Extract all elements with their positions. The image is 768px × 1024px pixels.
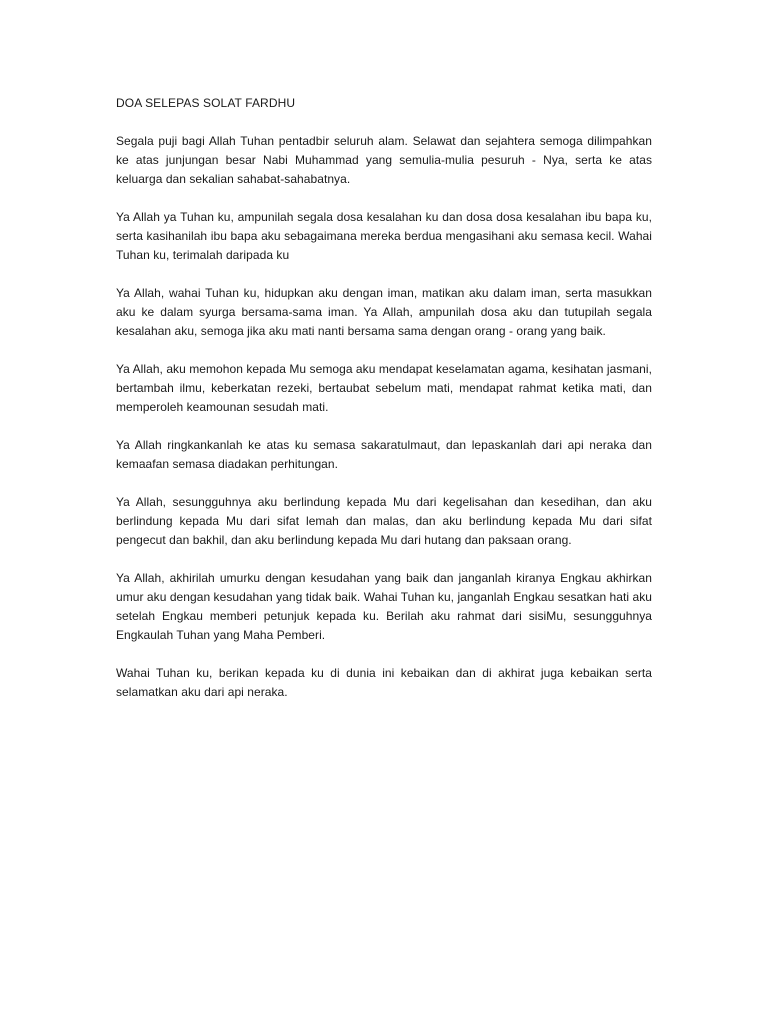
paragraph-4: Ya Allah, aku memohon kepada Mu semoga aku mendapat keselamatan agama, kesihatan jasmani, bertambah ilmu, keberkatan rezeki, bertaubat sebelum mati, mendapat rahmat ketika mati, dan memperoleh keamounan sesudah mati. <box>116 362 652 414</box>
paragraph-3: Ya Allah, wahai Tuhan ku, hidupkan aku dengan iman, matikan aku dalam iman, serta masukkan aku ke dalam syurga bersama-sama iman. Ya Allah, ampunilah dosa aku dan tutupilah segala kesalahan aku, semoga jika aku mati nanti bersama sama dengan orang - orang yang baik. <box>116 286 652 338</box>
document-title: DOA SELEPAS SOLAT FARDHU <box>116 96 296 110</box>
paragraph-7: Ya Allah, akhirilah umurku dengan kesudahan yang baik dan janganlah kiranya Engkau akhirkan umur aku dengan kesudahan yang tidak baik. Wahai Tuhan ku, janganlah Engkau sesatkan hati aku setelah Engkau memberi petunjuk kepada ku. Berilah aku rahmat dari sisiMu, sesungguhnya Engkaulah Tuhan yang Maha Pemberi. <box>116 571 652 642</box>
document-body <box>116 94 652 721</box>
paragraph-1: Segala puji bagi Allah Tuhan pentadbir seluruh alam. Selawat dan sejahtera semoga dilimpahkan ke atas junjungan besar Nabi Muhammad yang semulia-mulia pesuruh - Nya, serta ke atas keluarga dan sekalian sahabat-sahabatnya. <box>116 134 652 186</box>
paragraph-6: Ya Allah, sesungguhnya aku berlindung kepada Mu dari kegelisahan dan kesedihan, dan aku berlindung kepada Mu dari sifat lemah dan malas, dan aku berlindung kepada Mu dari sifat pengecut dan bakhil, dan aku berlindung kepada Mu dari hutang dan paksaan orang. <box>116 495 652 547</box>
paragraph-8: Wahai Tuhan ku, berikan kepada ku di dunia ini kebaikan dan di akhirat juga kebaikan serta selamatkan aku dari api neraka. <box>116 666 652 699</box>
paragraph-5: Ya Allah ringkankanlah ke atas ku semasa sakaratulmaut, dan lepaskanlah dari api neraka dan kemaafan semasa diadakan perhitungan. <box>116 438 652 471</box>
paragraph-2: Ya Allah ya Tuhan ku, ampunilah segala dosa kesalahan ku dan dosa dosa kesalahan ibu bapa ku, serta kasihanilah ibu bapa aku sebagaimana mereka berdua mengasihani aku semasa kecil. Wahai Tuhan ku, terimalah daripada ku <box>116 210 652 262</box>
